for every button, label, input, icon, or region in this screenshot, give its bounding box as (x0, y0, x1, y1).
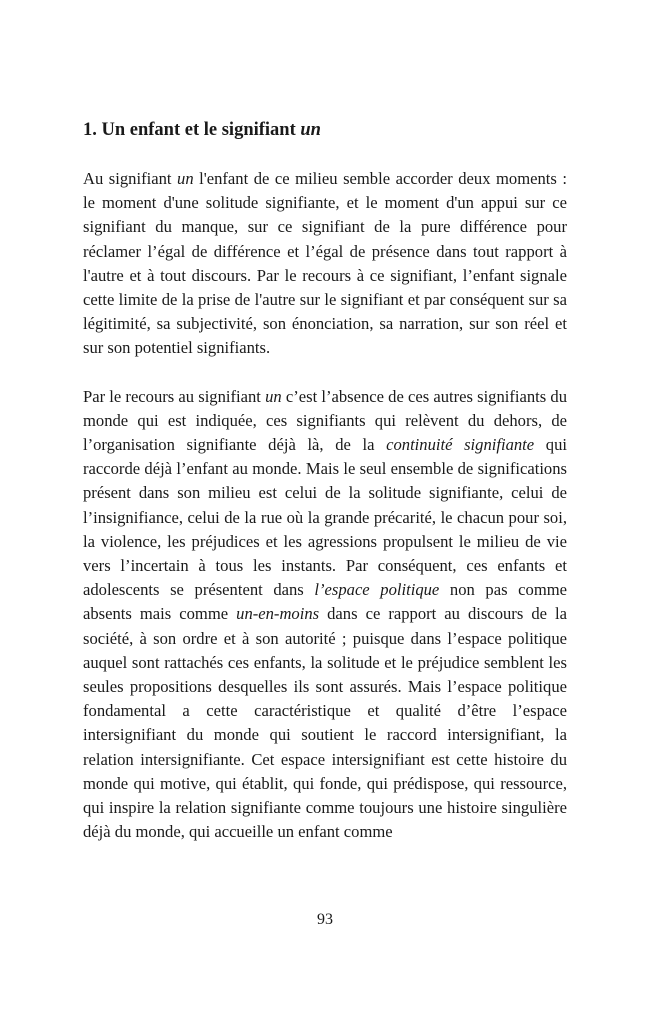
italic-text: continuité signifiante (386, 435, 535, 455)
page-number: 93 (317, 911, 333, 928)
paragraph (83, 167, 567, 361)
section-heading-text: 1. Un enfant et le signifiant (83, 120, 301, 140)
italic-text: l’espace politique (314, 580, 440, 600)
paragraphs (83, 167, 567, 844)
paragraph (83, 385, 567, 845)
text-run: dans ce rapport au discours de la société, à son ordre et à son autorité ; puisque dans l’espace politique auquel sont rattachés ces enfants, la solitude et le préjudice semblent les seules propositions desquelles ils sont assurés. Mais l’espace politique fondamental a cette caractéristique et qualité d’être l’espace intersignifiant du monde qui soutient le raccord intersignifiant, la relation intersignifiante. Cet espace intersignifiant est cette histoire du monde qui motive, qui établit, qui fonde, qui prédispose, qui ressource, qui inspire la relation signifiante comme toujours une histoire singulière déjà du monde, qui accueille un enfant comme (83, 604, 567, 842)
section-heading-italic: un (300, 120, 321, 140)
italic-text: un-en-moins (236, 604, 320, 624)
text-run: c’est l’absence de ces autres signifiants du monde qui est indiquée, ces signifiants qui relèvent du dehors, de l’organisation signifiante déjà là, de la (83, 386, 568, 455)
section-heading (83, 117, 567, 143)
page-body (83, 117, 567, 868)
text-run: non pas comme absents mais comme (83, 580, 567, 624)
text-run: qui raccorde déjà l’enfant au monde. Mais le seul ensemble de significations présent dans son milieu est celui de la solitude signifiante, celui de l’insignifiance, celui de la rue où la grande précarité, le chacun pour soi, la violence, les préjudices et les agressions propulsent le milieu de vie vers l’incertain à tous les instants. Par conséquent, ces enfants et adolescents se présentent dans (83, 435, 568, 600)
text-run: Au signifiant (83, 169, 178, 188)
text-run: Par le recours au signifiant (83, 386, 266, 406)
text-run: l'enfant de ce milieu semble accorder deux moments : le moment d'une solitude signifiante, et le moment d'un appui sur ce signifiant du manque, sur ce signifiant de la pure différence pour réclamer l’égal de différence et l’égal de présence dans tout rapport à l'autre et à tout discours. Par le recours à ce signifiant, l’enfant signale cette limite de la prise de l'autre sur le signifiant et par conséquent sur sa légitimité, sa subjectivité, son énonciation, sa narration, sur son réel et sur son potentiel signifiants. (83, 169, 567, 358)
italic-text: un (177, 169, 194, 188)
italic-text: un (265, 386, 282, 406)
